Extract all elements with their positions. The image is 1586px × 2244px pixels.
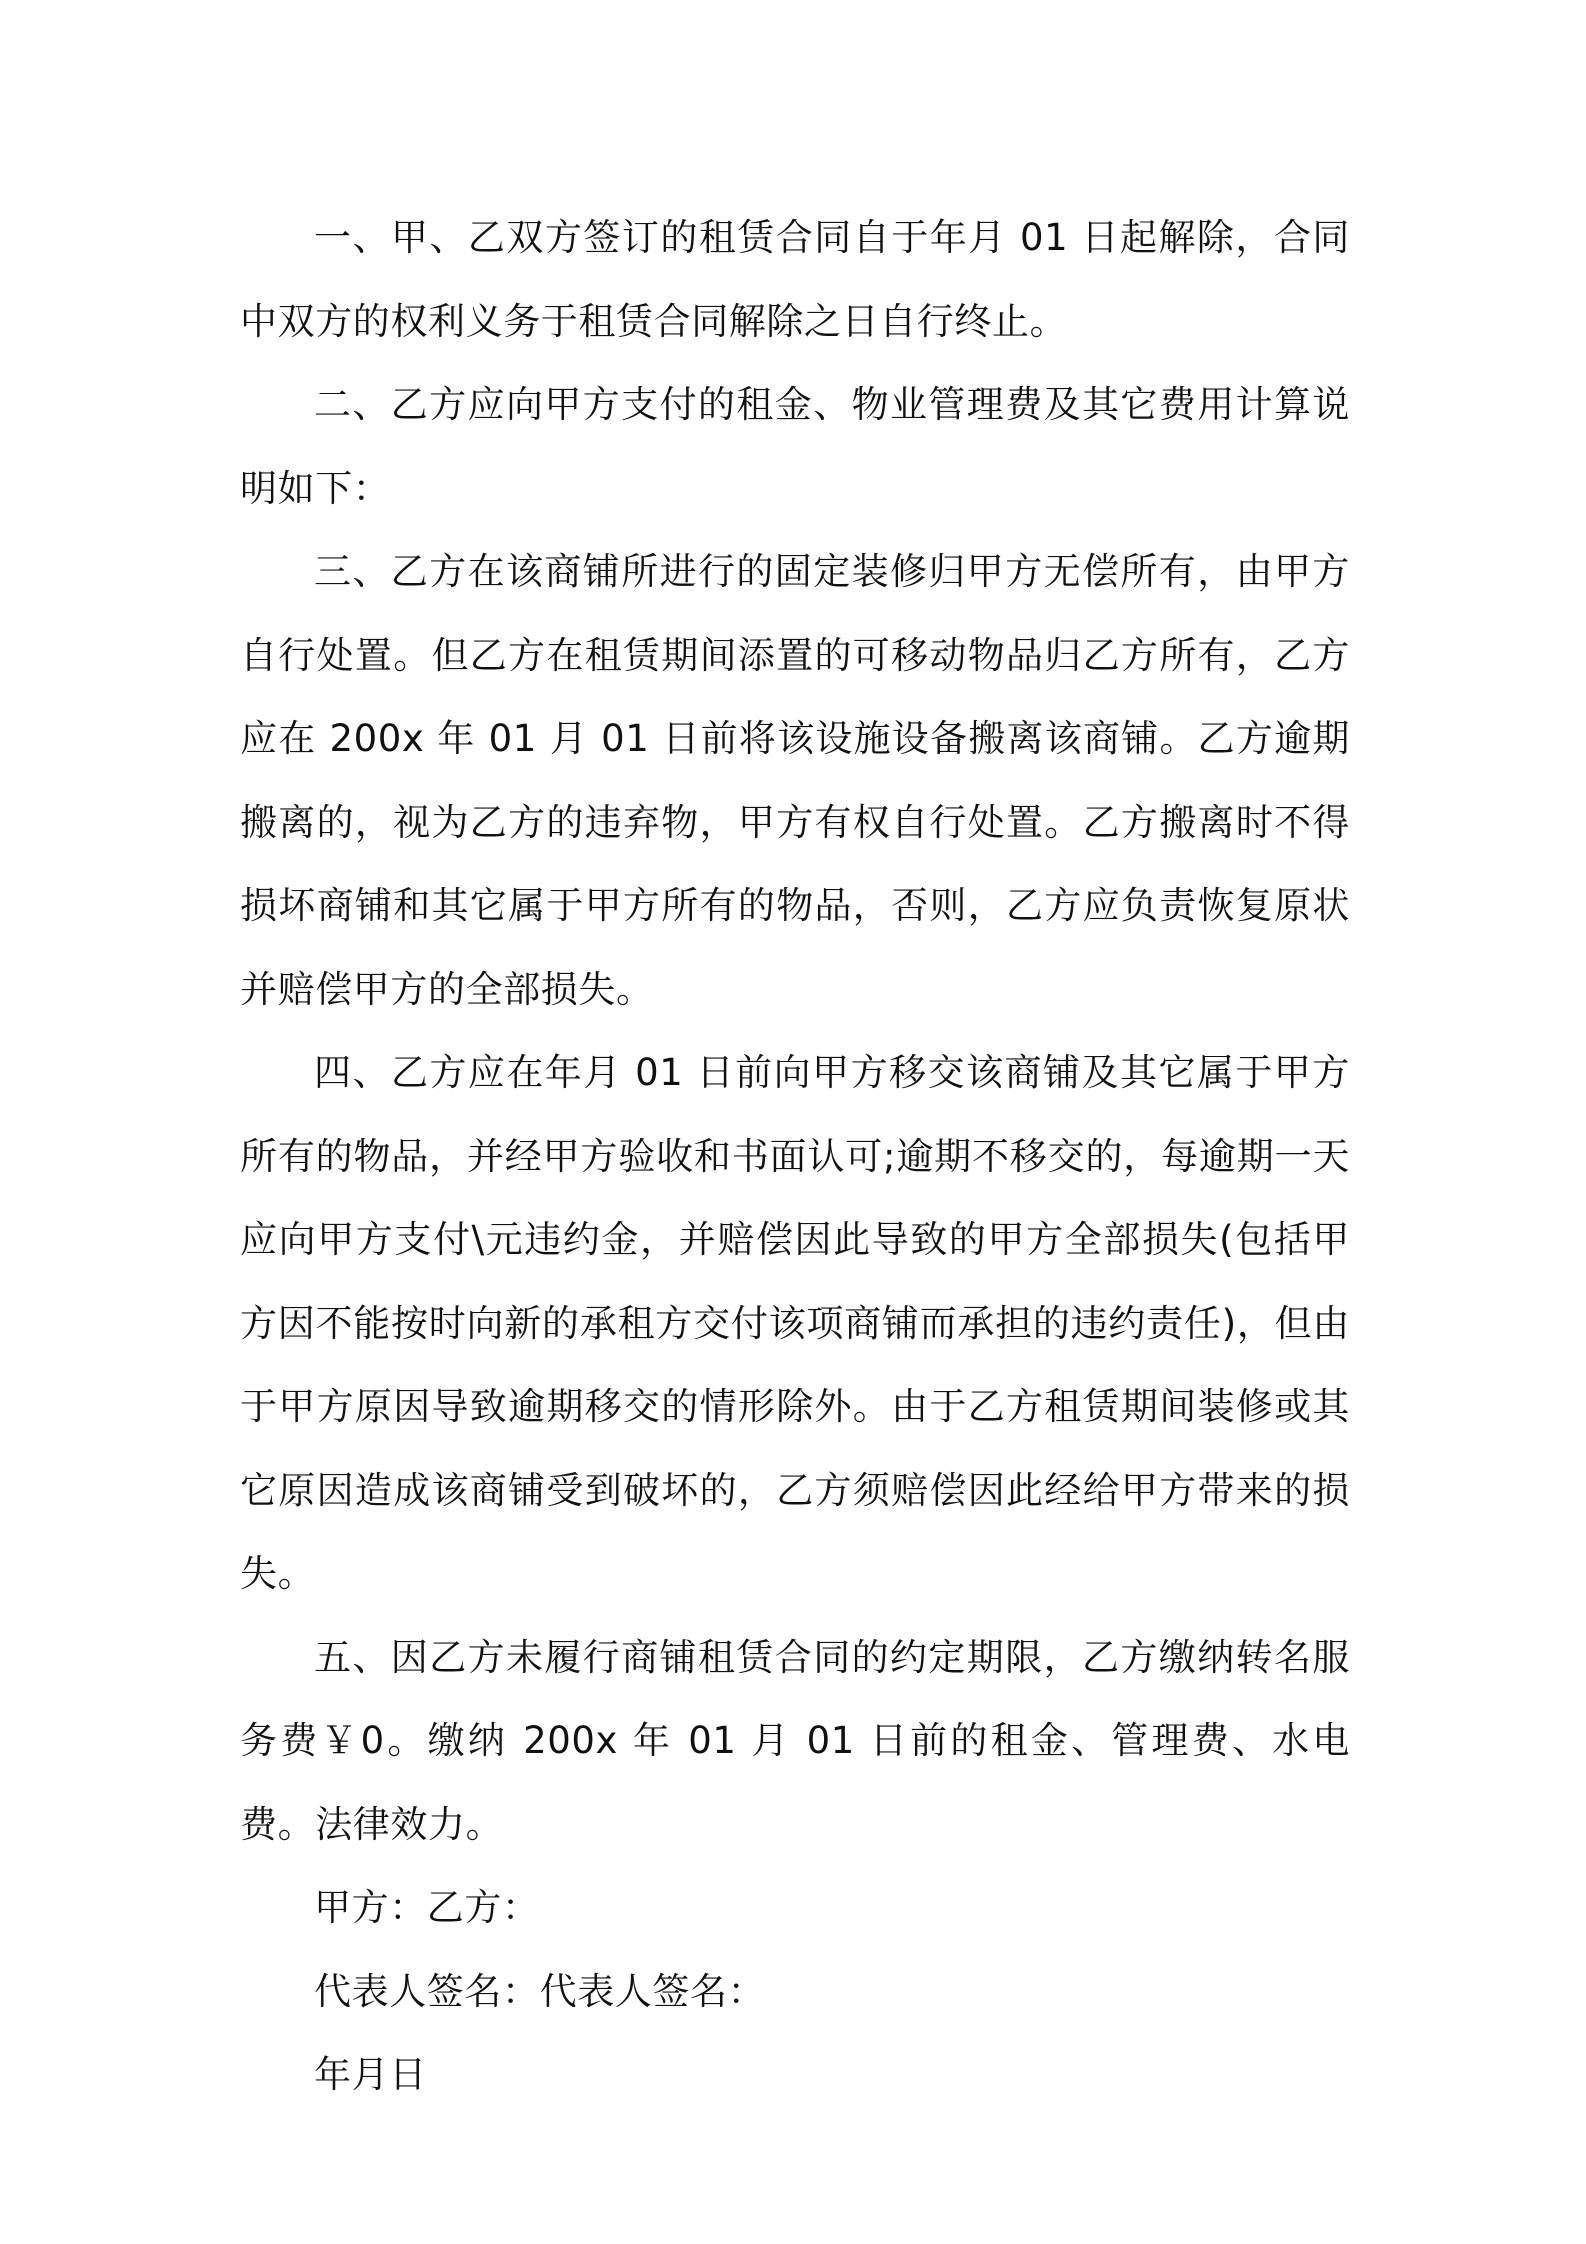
signature-date: 年月日	[314, 2053, 427, 2096]
clause-4: 四、乙方应在年月 01 日前向甲方移交该商铺及其它属于甲方所有的物品，并经甲方验收和书面认可;逾期不移交的，每逾期一天应向甲方支付\元违约金，并赔偿因此导致的甲方全部损失(包括甲方因不能按时向新的承租方交付该项商铺而承担的违约责任)，但由于甲方原因导致逾期移交的情形除外。由于乙方租赁期间装修或其它原因造成该商铺受到破坏的，乙方须赔偿因此经给甲方带来的损失。	[240, 1051, 1350, 1595]
clause-3: 三、乙方在该商铺所进行的固定装修归甲方无偿所有，由甲方自行处置。但乙方在租赁期间添置的可移动物品归乙方所有，乙方应在 200x 年 01 月 01 日前将该设施设备搬离该商铺。乙方逾期搬离的，视为乙方的违弃物，甲方有权自行处置。乙方搬离时不得损坏商铺和其它属于甲方所有的物品，否则，乙方应负责恢复原状并赔偿甲方的全部损失。	[240, 550, 1350, 1011]
signature-parties: 甲方：乙方：	[314, 1886, 540, 1929]
signature-representatives: 代表人签名：代表人签名：	[314, 1969, 766, 2013]
clause-2: 二、乙方应向甲方支付的租金、物业管理费及其它费用计算说明如下：	[240, 383, 1350, 510]
document-body	[240, 196, 1350, 2117]
clause-5: 五、因乙方未履行商铺租赁合同的约定期限，乙方缴纳转名服务费￥0。缴纳 200x 年 01 月 01 日前的租金、管理费、水电费。法律效力。	[240, 1635, 1350, 1846]
clause-1: 一、甲、乙双方签订的租赁合同自于年月 01 日起解除，合同中双方的权利义务于租赁合同解除之日自行终止。	[240, 216, 1350, 343]
